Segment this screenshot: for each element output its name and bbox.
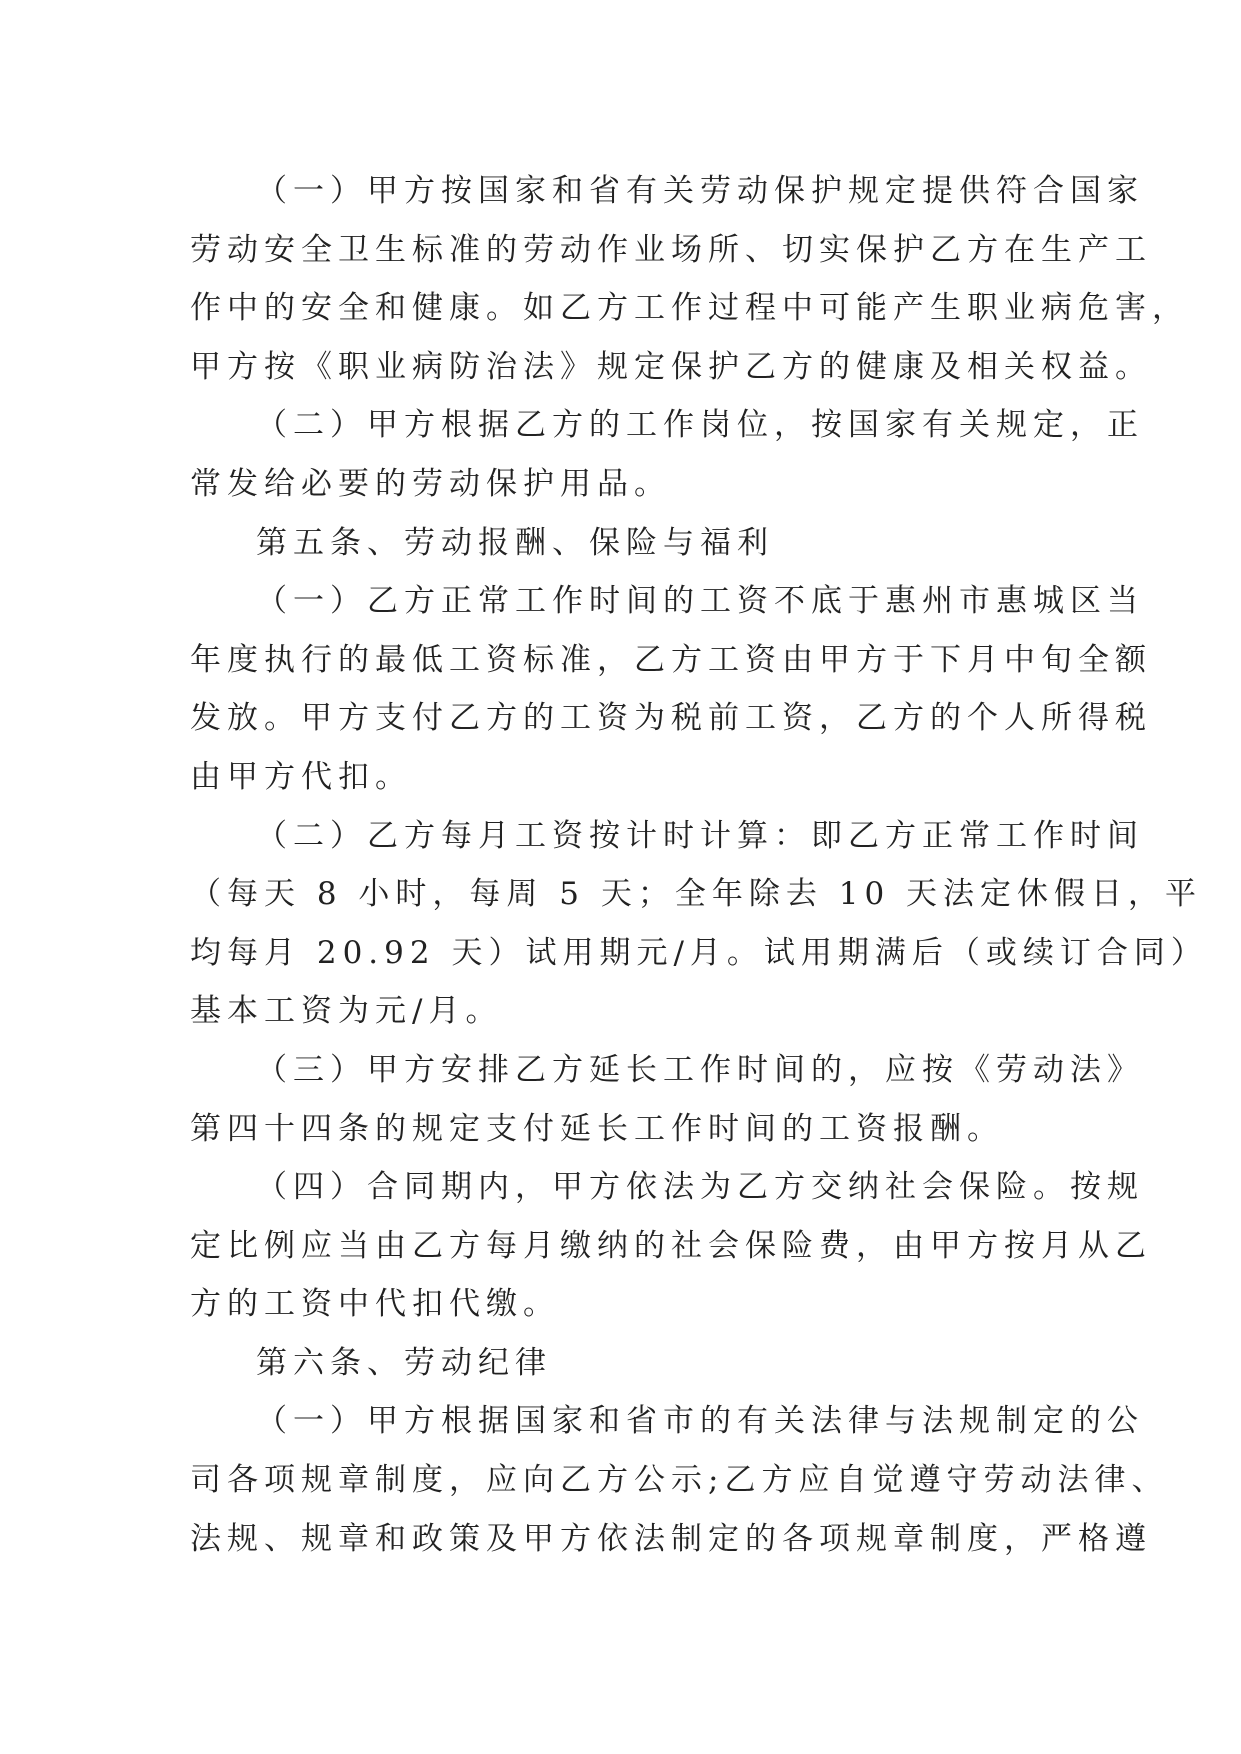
text-line: 方的工资中代扣代缴。 [190, 1286, 560, 1323]
text-line: （一）乙方正常工作时间的工资不底于惠州市惠城区当 [256, 583, 1144, 620]
section-heading: 第六条、劳动纪律 [256, 1344, 552, 1381]
text-line: （二）乙方每月工资按计时计算：即乙方正常工作时间 [256, 817, 1144, 854]
text-line: 甲方按《职业病防治法》规定保护乙方的健康及相关权益。 [190, 348, 1152, 385]
text-line: （四）合同期内，甲方依法为乙方交纳社会保险。按规 [256, 1169, 1144, 1206]
text-line: 发放。甲方支付乙方的工资为税前工资，乙方的个人所得税 [190, 700, 1152, 737]
text-line: （三）甲方安排乙方延长工作时间的，应按《劳动法》 [256, 1051, 1144, 1088]
text-line: 基本工资为元/月。 [190, 993, 503, 1030]
text-line: 年度执行的最低工资标准，乙方工资由甲方于下月中旬全额 [190, 641, 1152, 678]
text-line: （二）甲方根据乙方的工作岗位，按国家有关规定，正 [256, 407, 1144, 444]
text-line: （每天 8 小时，每周 5 天；全年除去 10 天法定休假日，平 [190, 876, 1203, 913]
text-line: 司各项规章制度，应向乙方公示;乙方应自觉遵守劳动法律、 [190, 1462, 1169, 1499]
text-line: 均每月 20.92 天）试用期元/月。试用期满后（或续订合同） [190, 934, 1208, 971]
text-line: 法规、规章和政策及甲方依法制定的各项规章制度，严格遵 [190, 1520, 1152, 1557]
text-line: 第四十四条的规定支付延长工作时间的工资报酬。 [190, 1110, 1004, 1147]
text-line: （一）甲方按国家和省有关劳动保护规定提供符合国家 [256, 173, 1144, 209]
text-line: 由甲方代扣。 [190, 758, 412, 795]
text-line: 定比例应当由乙方每月缴纳的社会保险费，由甲方按月从乙 [190, 1227, 1152, 1264]
text-line: 常发给必要的劳动保护用品。 [190, 465, 671, 502]
text-line: （一）甲方根据国家和省市的有关法律与法规制定的公 [256, 1403, 1144, 1440]
text-line: 作中的安全和健康。如乙方工作过程中可能产生职业病危害， [190, 290, 1189, 327]
section-heading: 第五条、劳动报酬、保险与福利 [256, 524, 774, 561]
document-body [190, 162, 1208, 1568]
text-line: 劳动安全卫生标准的劳动作业场所、切实保护乙方在生产工 [190, 231, 1152, 268]
